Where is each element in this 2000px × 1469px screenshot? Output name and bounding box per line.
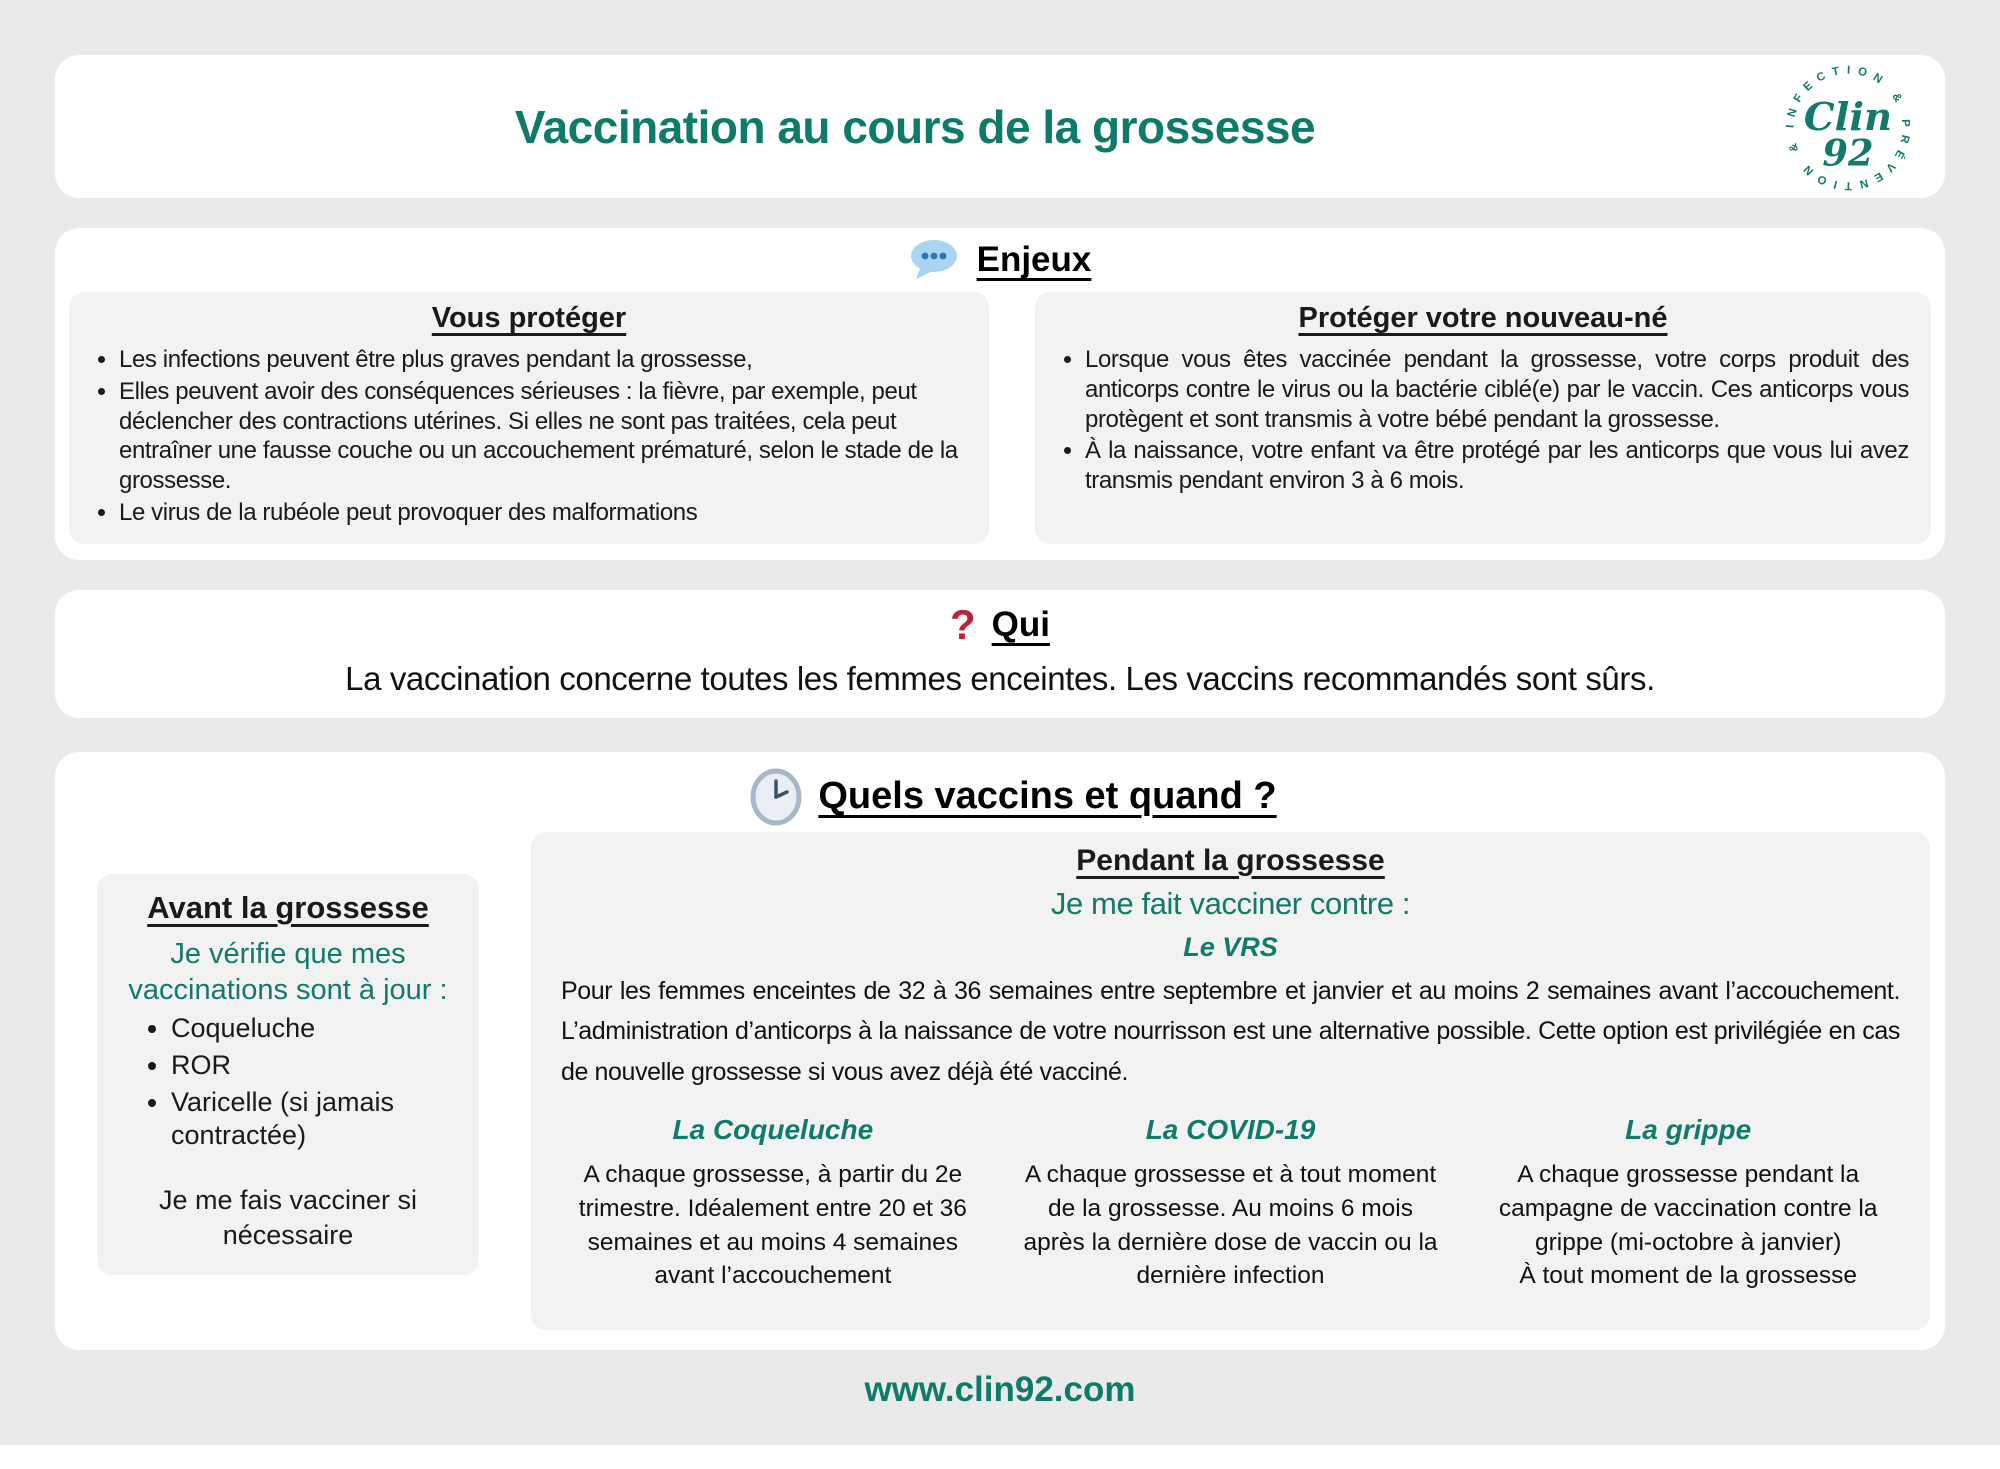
coqueluche-column [561,1114,985,1293]
covid19-text: A chaque grossesse et à tout moment de la grossesse. Au moins 6 mois après la dernière dose de vaccin ou la dernière infection [1023,1161,1438,1290]
proteger-nouveau-ne-box [1035,292,1931,544]
grippe-text-line1: A chaque grossesse pendant la campagne de vaccination contre la grippe (mi-octobre à janvier) [1498,1161,1878,1256]
grippe-title: La grippe [1625,1114,1752,1145]
vous-proteger-box [69,292,989,544]
vrs-title: Le VRS [1183,931,1278,962]
enjeux-heading-row [69,238,1931,282]
coqueluche-text: A chaque grossesse, à partir du 2e trimestre. Idéalement entre 20 et 36 semaines et au moins 4 semaines avant l’accouchement [578,1161,967,1290]
grippe-text-line2: À tout moment de la grossesse [1519,1262,1858,1290]
logo-word: Clin [1803,94,1893,140]
vrs-text: Pour les femmes enceintes de 32 à 36 semaines entre septembre et janvier et au moins 2 semaines avant l’accouchement. L’administration d’anticorps à la naissance de votre nourrisson est une alternative possible. Cette option est privilégiée en cas de nouvelle grossesse si vous avez déjà été vacciné. [561,976,1900,1086]
header-card [55,55,1945,198]
covid19-column [1019,1114,1443,1293]
qui-section [55,590,1945,718]
list-item: • Le virus de la rubéole peut provoquer des malformations [119,498,967,528]
grippe-column [1476,1114,1900,1293]
avant-grossesse-outro: Je me fais vacciner si nécessaire [158,1185,418,1251]
list-item: • Varicelle (si jamais contractée) [171,1086,463,1154]
avant-grossesse-box [97,874,479,1276]
pendant-grossesse-box [531,832,1930,1330]
avant-grossesse-list [113,1012,463,1153]
proteger-nouveau-ne-title: Protéger votre nouveau-né [1298,302,1668,334]
proteger-nouveau-ne-list [1057,345,1909,496]
covid19-title: La COVID-19 [1145,1114,1316,1145]
vous-proteger-title: Vous protéger [431,302,627,334]
logo-ring-text: INFECTION & PRÉVENTION & [1784,64,1912,192]
qui-text: La vaccination concerne toutes les femmes enceintes. Les vaccins recommandés sont sûrs. [345,659,1655,697]
footer-url: www.clin92.com [864,1369,1136,1409]
list-item: • Les infections peuvent être plus graves pendant la grossesse, [119,345,967,375]
vaccins-body [97,832,1930,1330]
clin92-logo-icon [1779,59,1917,197]
list-item: • ROR [171,1049,463,1083]
pendant-grossesse-title: Pendant la grossesse [1076,843,1385,877]
logo-number: 92 [1822,130,1874,175]
clin92-logo [1779,59,1917,197]
vous-proteger-list [91,345,967,528]
vaccins-heading-row [97,768,1930,826]
list-item: • Elles peuvent avoir des conséquences sérieuses : la fièvre, par exemple, peut déclencher des contractions utérines. Si elles ne sont pas traitées, cela peut entraîner une fausse couche ou un accouchement prématuré, selon le stade de la grossesse. [119,377,967,496]
bottom-strip [0,1445,2000,1469]
qui-heading-row [85,600,1915,648]
vaccins-heading: Quels vaccins et quand ? [818,775,1277,817]
vaccine-columns [561,1114,1900,1293]
avant-grossesse-intro: Je vérifie que mes vaccinations sont à jour : [128,937,448,1006]
qui-heading: Qui [991,604,1050,644]
vaccins-section [55,752,1945,1350]
page-title: Vaccination au cours de la grossesse [514,100,1316,153]
clock-icon [750,768,802,826]
enjeux-columns [69,292,1931,544]
speech-bubble-icon [909,238,961,282]
enjeux-heading: Enjeux [976,240,1092,279]
question-mark-icon: ? [950,600,976,648]
list-item: • Lorsque vous êtes vaccinée pendant la grossesse, votre corps produit des anticorps contre le virus ou la bactérie ciblé(e) par le vaccin. Ces anticorps vous protègent et sont transmis à votre bébé pendant la grossesse. [1085,345,1909,434]
list-item: • À la naissance, votre enfant va être protégé par les anticorps que vous lui avez transmis pendant environ 3 à 6 mois. [1085,436,1909,496]
pendant-grossesse-subtitle: Je me fait vacciner contre : [1050,885,1411,921]
enjeux-section [55,228,1945,560]
coqueluche-title: La Coqueluche [672,1114,874,1145]
avant-grossesse-title: Avant la grossesse [147,889,429,925]
list-item: • Coqueluche [171,1012,463,1046]
